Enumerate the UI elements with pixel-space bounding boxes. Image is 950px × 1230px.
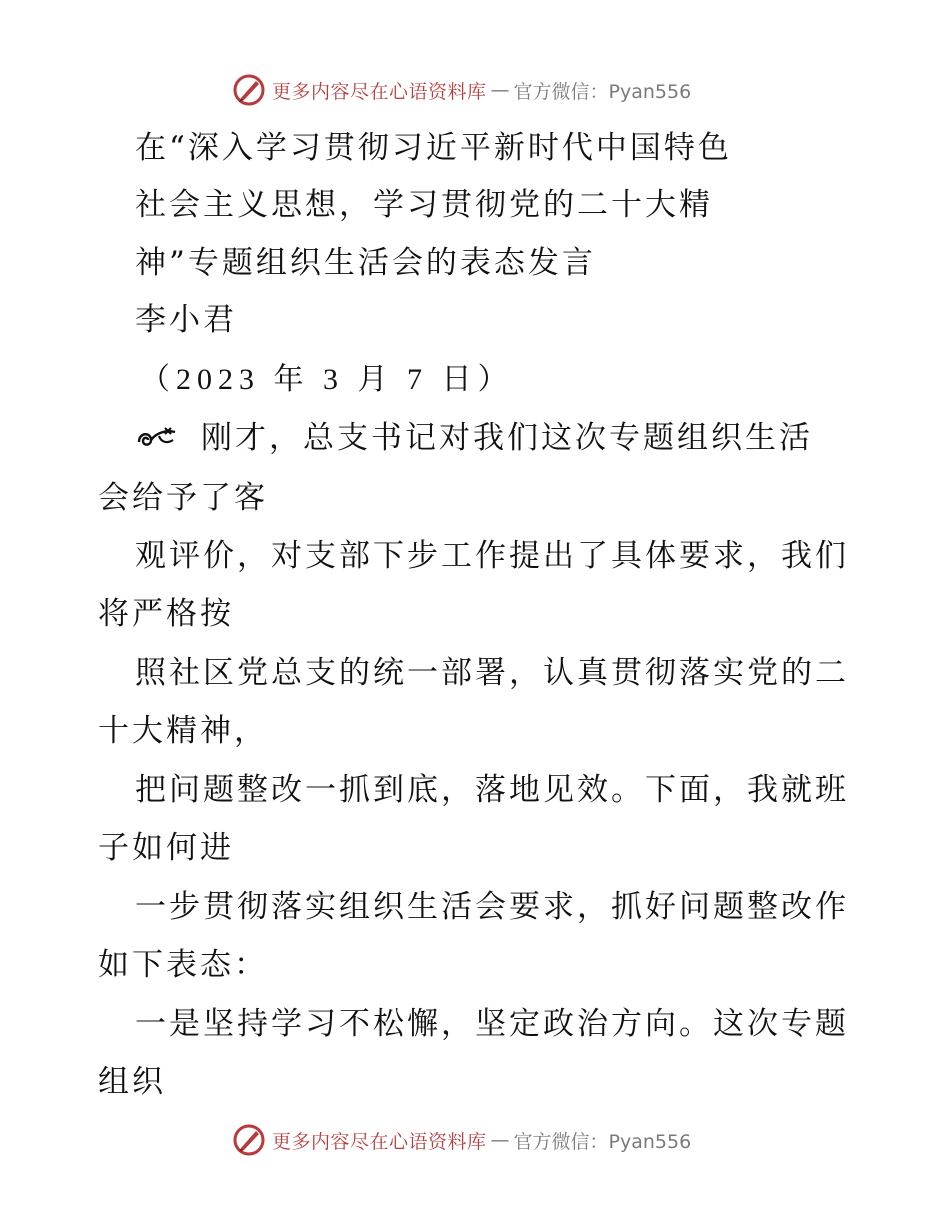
footer-banner	[232, 1122, 691, 1158]
banner-contact: 官方微信：Pyan556	[513, 1130, 692, 1153]
body-line-3: 观评价，对支部下步工作提出了具体要求，我们	[135, 538, 849, 574]
body-line-5: 照社区党总支的统一部署，认真贯彻落实党的二	[135, 655, 849, 691]
body-line-1	[135, 418, 813, 458]
body-line-1-text: 刚才，总支书记对我们这次专题组织生活	[201, 420, 813, 456]
title-line-3: 神”专题组织生活会的表态发言	[135, 245, 596, 281]
title-line-2: 社会主义思想，学习贯彻党的二十大精	[135, 187, 713, 223]
banner-text: 更多内容尽在心语资料库	[272, 80, 487, 103]
pen-logo-icon	[232, 73, 266, 107]
body-line-7: 把问题整改一抓到底，落地见效。下面，我就班	[135, 772, 849, 808]
body-line-8: 子如何进	[98, 830, 234, 866]
body-line-9: 一步贯彻落实组织生活会要求，抓好问题整改作	[135, 889, 849, 925]
pen-logo-icon	[232, 1123, 266, 1157]
body-line-11: 一是坚持学习不松懈，坚定政治方向。这次专题	[135, 1006, 849, 1042]
body-line-2: 会给予了客	[98, 480, 268, 516]
body-line-10: 如下表态：	[98, 947, 268, 983]
banner-text: 更多内容尽在心语资料库	[272, 1130, 487, 1153]
body-line-4: 将严格按	[98, 596, 234, 632]
date: （2023 年 3 月 7 日）	[140, 363, 514, 396]
banner-separator: —	[490, 1129, 510, 1151]
banner-contact: 官方微信：Pyan556	[513, 80, 692, 103]
banner-separator: —	[490, 79, 510, 101]
title-line-1: 在“深入学习贯彻习近平新时代中国特色	[135, 130, 732, 166]
header-banner	[232, 72, 691, 108]
body-line-12: 组织	[98, 1064, 166, 1100]
decorative-flourish-icon	[135, 422, 179, 452]
body-line-6: 十大精神，	[98, 713, 268, 749]
author: 李小君	[135, 302, 237, 338]
